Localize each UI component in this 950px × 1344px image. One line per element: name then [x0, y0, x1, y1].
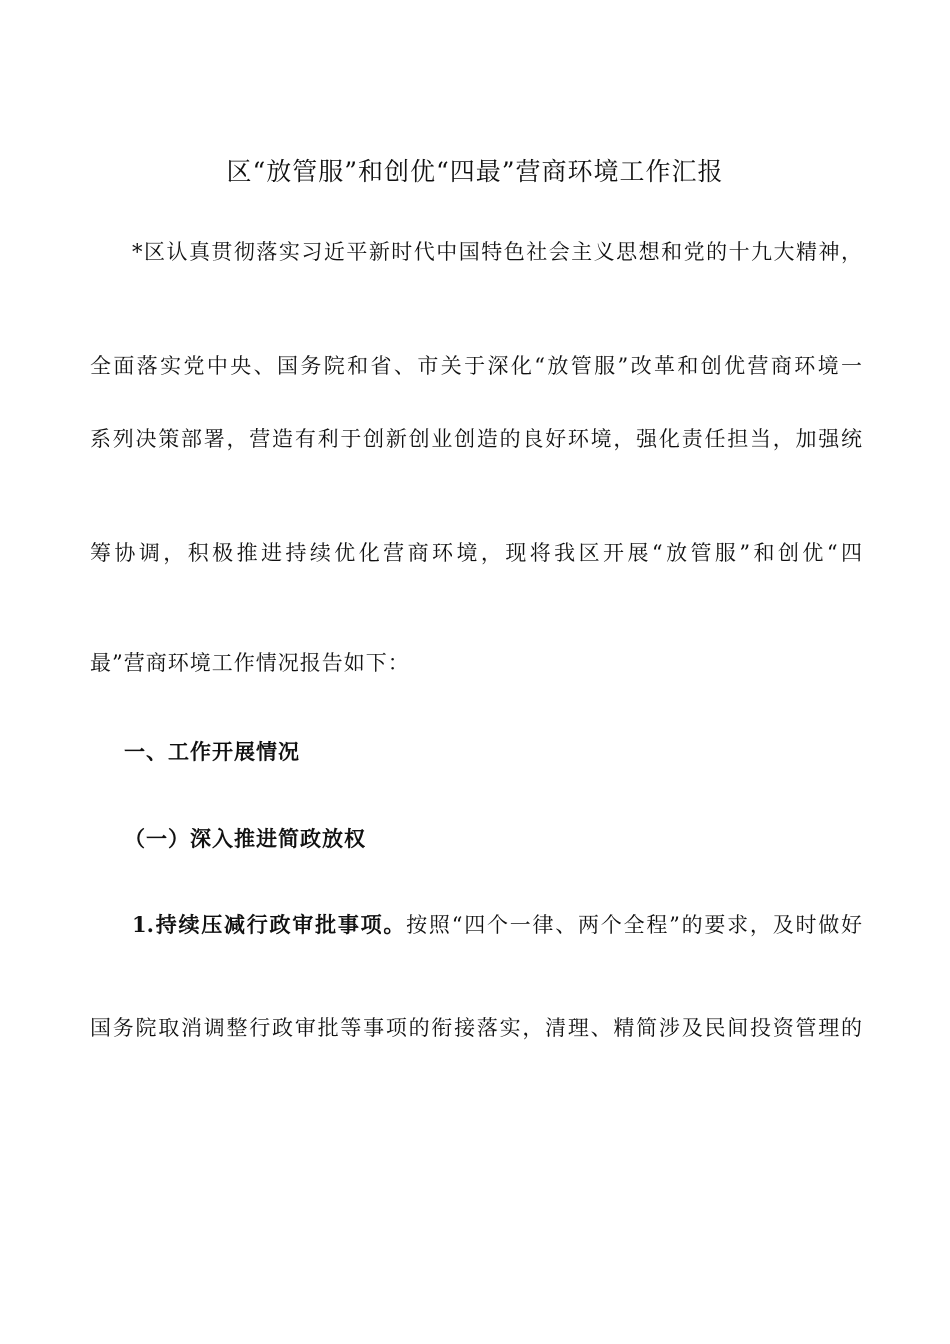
- document-title: 区“放管服”和创优“四最”营商环境工作汇报: [226, 157, 724, 186]
- item-1-line-2: 国务院取消调整行政审批等事项的衔接落实，清理、精简涉及民间投资管理的: [90, 1016, 862, 1040]
- intro-line-4: 筹协调，积极推进持续优化营商环境，现将我区开展“放管服”和创优“四: [90, 541, 862, 565]
- intro-line-2: 全面落实党中央、国务院和省、市关于深化“放管服”改革和创优营商环境一: [90, 354, 862, 378]
- section-heading-1: 一、工作开展情况: [124, 739, 300, 764]
- subsection-heading-1: （一）深入推进简政放权: [124, 826, 366, 851]
- item-1-paragraph: [132, 907, 862, 943]
- intro-line-5: 最”营商环境工作情况报告如下：: [90, 651, 410, 675]
- item-1-text: 按照“四个一律、两个全程”的要求，及时做好: [406, 913, 862, 937]
- intro-line-1: *区认真贯彻落实习近平新时代中国特色社会主义思想和党的十九大精神，: [132, 240, 862, 264]
- intro-line-3: 系列决策部署，营造有利于创新创业创造的良好环境，强化责任担当，加强统: [90, 427, 862, 451]
- item-1-label: 1.持续压减行政审批事项。: [132, 912, 407, 937]
